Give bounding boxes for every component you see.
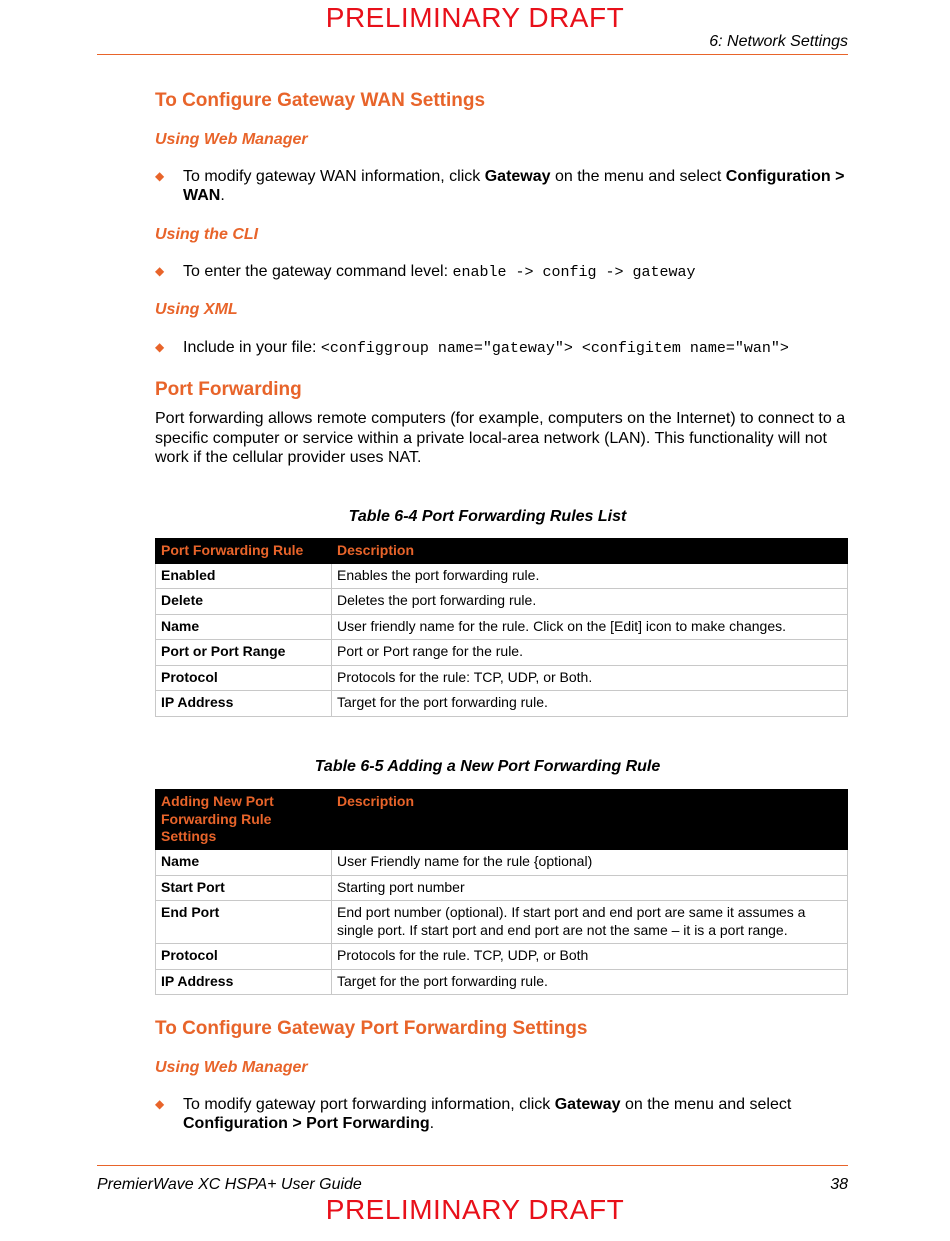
table-row — [156, 589, 848, 615]
subheading-cli: Using the CLI — [155, 226, 259, 243]
table-row — [156, 563, 848, 589]
table2-caption: Table 6-5 Adding a New Port Forwarding Rule — [314, 758, 661, 775]
table-cell: Protocols for the rule: TCP, UDP, or Both. — [332, 665, 848, 691]
table-row — [156, 969, 848, 995]
table-cell: Protocol — [156, 944, 332, 970]
diamond-bullet-icon: ◆ — [155, 264, 165, 278]
footer-rule — [97, 1165, 848, 1166]
table-row — [156, 640, 848, 666]
column-header: Port Forwarding Rule — [156, 539, 332, 564]
subheading-web-manager: Using Web Manager — [155, 131, 308, 148]
table-cell: Port or Port Range — [156, 640, 332, 666]
heading-port-forwarding: Port Forwarding — [155, 379, 302, 400]
table-cell: Enabled — [156, 563, 332, 589]
table-cell: End Port — [156, 901, 332, 944]
table-cell: End port number (optional). If start port and end port are same it assumes a single port. If start port and end port are not the same – it is a port range. — [332, 901, 848, 944]
table-cell: IP Address — [156, 691, 332, 717]
table-row — [156, 665, 848, 691]
table-cell: Name — [156, 614, 332, 640]
table-row — [156, 875, 848, 901]
table-cell: Port or Port range for the rule. — [332, 640, 848, 666]
table-header-row — [156, 539, 848, 564]
column-header: Description — [332, 790, 848, 850]
table-cell: Protocols for the rule. TCP, UDP, or Both — [332, 944, 848, 970]
heading-wan-settings: To Configure Gateway WAN Settings — [155, 90, 486, 111]
table-cell: Target for the port forwarding rule. — [332, 969, 848, 995]
running-header: 6: Network Settings — [709, 33, 848, 50]
table-row — [156, 691, 848, 717]
column-header: Description — [332, 539, 848, 564]
bullet-pf-web: ◆ To modify gateway port forwarding information, click Gateway on the menu and select Configuration > Port Forwarding. — [155, 1096, 792, 1132]
diamond-bullet-icon: ◆ — [155, 169, 165, 183]
footer-title: PremierWave XC HSPA+ User Guide — [97, 1176, 362, 1193]
table-row — [156, 850, 848, 876]
table-cell: Starting port number — [332, 875, 848, 901]
watermark-top: PRELIMINARY DRAFT — [325, 2, 625, 33]
bullet-wan-web: ◆ To modify gateway WAN information, click Gateway on the menu and select Configuration > WAN. — [155, 168, 845, 204]
table-cell: Name — [156, 850, 332, 876]
table-cell: IP Address — [156, 969, 332, 995]
table-row — [156, 614, 848, 640]
table-cell: Enables the port forwarding rule. — [332, 563, 848, 589]
table-cell: User Friendly name for the rule {optional) — [332, 850, 848, 876]
subheading-xml: Using XML — [155, 301, 238, 318]
table-row — [156, 944, 848, 970]
page-number: 38 — [830, 1176, 848, 1193]
column-header: Adding New Port Forwarding Rule Settings — [156, 790, 332, 850]
table-row — [156, 901, 848, 944]
bullet-wan-cli: ◆ To enter the gateway command level: enable -> config -> gateway — [155, 263, 696, 281]
cli-command: enable -> config -> gateway — [452, 264, 696, 281]
table-header-row — [156, 790, 848, 850]
port-forwarding-paragraph: Port forwarding allows remote computers (for example, computers on the Internet) to connect to a specific computer or service within a private local-area network (LAN). This functionality will not work if the cellular provider uses NAT. — [155, 410, 846, 466]
table-cell: Deletes the port forwarding rule. — [332, 589, 848, 615]
header-rule — [97, 54, 848, 55]
table1-caption: Table 6-4 Port Forwarding Rules List — [348, 508, 627, 525]
watermark-bottom: PRELIMINARY DRAFT — [325, 1194, 625, 1225]
xml-snippet: <configgroup name="gateway"> <configitem name="wan"> — [320, 340, 789, 357]
subheading-web-manager: Using Web Manager — [155, 1059, 308, 1076]
diamond-bullet-icon: ◆ — [155, 1097, 165, 1111]
diamond-bullet-icon: ◆ — [155, 340, 165, 354]
table-cell: User friendly name for the rule. Click on the [Edit] icon to make changes. — [332, 614, 848, 640]
table-cell: Start Port — [156, 875, 332, 901]
table-cell: Protocol — [156, 665, 332, 691]
table-cell: Target for the port forwarding rule. — [332, 691, 848, 717]
table-cell: Delete — [156, 589, 332, 615]
heading-pf-settings: To Configure Gateway Port Forwarding Settings — [155, 1018, 588, 1039]
table-port-forwarding-rules — [155, 538, 848, 717]
bullet-wan-xml: ◆ Include in your file: <configgroup name="gateway"> <configitem name="wan"> — [155, 339, 789, 357]
table-new-port-forwarding-rule — [155, 789, 848, 995]
